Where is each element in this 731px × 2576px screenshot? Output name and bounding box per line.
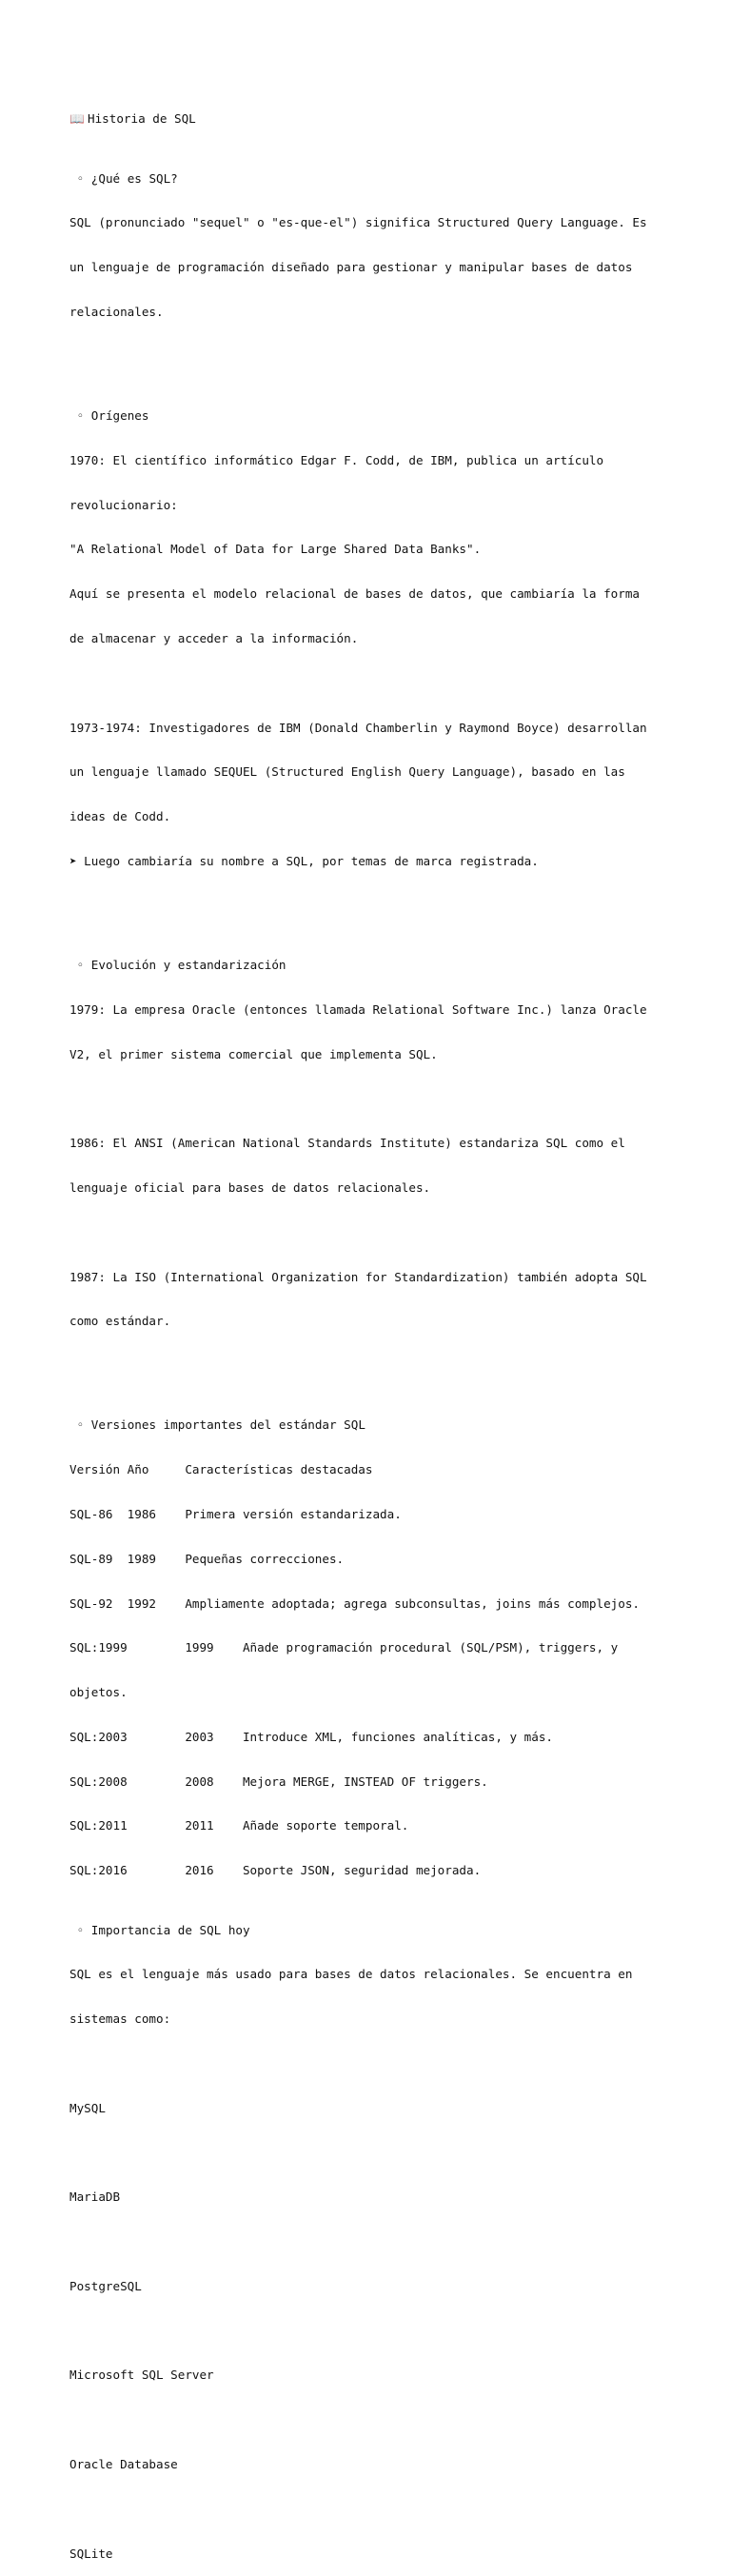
paragraph-line: 1979: La empresa Oracle (entonces llamada Relational Software Inc.) lanza Oracle [69, 1001, 647, 1017]
paragraph-line: 1987: La ISO (International Organization for Standardization) también adopta SQL [69, 1269, 647, 1284]
spacer [69, 2324, 679, 2339]
section-heading-evolucion: ◦ Evolución y estandarización [76, 958, 286, 973]
spacer [69, 349, 679, 365]
system-item: MariaDB [69, 2190, 121, 2205]
spacer [69, 2146, 679, 2161]
paragraph-line: SQL es el lenguaje más usado para bases de datos relacionales. Se encuentra en [69, 1967, 633, 1982]
paragraph-line: sistemas como: [69, 2011, 171, 2027]
spacer [69, 676, 679, 691]
spacer [69, 1091, 679, 1106]
bullet-icon: ◦ [76, 1922, 85, 1937]
paragraph-line: un lenguaje llamado SEQUEL (Structured English Query Language), basado en las [69, 764, 625, 780]
bullet-icon: ◦ [76, 1417, 85, 1433]
paragraph-line: 1986: El ANSI (American National Standards Institute) estandariza SQL como el [69, 1136, 625, 1151]
version-table-row: SQL:2008 2008 Mejora MERGE, INSTEAD OF triggers. [69, 1773, 488, 1789]
paragraph-line: ➤ Luego cambiaría su nombre a SQL, por temas de marca registrada. [69, 853, 539, 868]
paragraph-line: de almacenar y acceder a la información. [69, 630, 359, 645]
section-heading-importancia: ◦ Importancia de SQL hoy [76, 1922, 250, 1937]
document-body [69, 82, 679, 2576]
spacer [69, 2234, 679, 2249]
system-item: MySQL [69, 2100, 106, 2115]
spacer [69, 2412, 679, 2427]
system-item: Microsoft SQL Server [69, 2368, 214, 2383]
doc-title-line [69, 111, 679, 127]
section-heading-origenes: ◦ Orígenes [76, 408, 149, 424]
bullet-icon: ◦ [76, 958, 85, 973]
spacer [69, 1225, 679, 1240]
version-table-row: SQL:1999 1999 Añade programación procedural (SQL/PSM), triggers, y [69, 1640, 619, 1655]
version-table-row: objetos. [69, 1685, 128, 1700]
paragraph-line: ideas de Codd. [69, 809, 171, 824]
section-heading-versiones: ◦ Versiones importantes del estándar SQL [76, 1417, 366, 1433]
version-table-row: SQL:2016 2016 Soporte JSON, seguridad mejorada. [69, 1863, 482, 1878]
book-icon: 📖 [69, 111, 85, 127]
spacer [69, 2056, 679, 2071]
spacer [69, 2502, 679, 2517]
paragraph-line: 1973-1974: Investigadores de IBM (Donald Chamberlin y Raymond Boyce) desarrollan [69, 720, 647, 735]
paragraph-line: V2, el primer sistema comercial que implementa SQL. [69, 1046, 438, 1061]
version-table-row: SQL-89 1989 Pequeñas correcciones. [69, 1551, 345, 1566]
paragraph-line: SQL (pronunciado "sequel" o "es-que-el") significa Structured Query Language. Es [69, 215, 647, 230]
paragraph-line: lenguaje oficial para bases de datos relacionales. [69, 1179, 431, 1195]
paragraph-line: Aquí se presenta el modelo relacional de bases de datos, que cambiaría la forma [69, 586, 640, 602]
version-table-row: SQL:2003 2003 Introduce XML, funciones analíticas, y más. [69, 1729, 553, 1744]
section-heading-que-es: ◦ ¿Qué es SQL? [76, 170, 178, 186]
doc-title: Historia de SQL [88, 111, 196, 127]
paragraph-line: "A Relational Model of Data for Large Shared Data Banks". [69, 542, 482, 557]
paragraph-line: como estándar. [69, 1314, 171, 1329]
paragraph-line: revolucionario: [69, 497, 178, 512]
version-table-row: SQL:2011 2011 Añade soporte temporal. [69, 1818, 409, 1833]
system-item: Oracle Database [69, 2457, 178, 2471]
spacer [69, 899, 679, 914]
paragraph-line: un lenguaje de programación diseñado para gestionar y manipular bases de datos [69, 260, 633, 275]
paragraph-line: 1970: El científico informático Edgar F. Codd, de IBM, publica un artículo [69, 452, 604, 467]
spacer [69, 1358, 679, 1374]
system-item: SQLite [69, 2546, 113, 2561]
version-table-row: Versión Año Características destacadas [69, 1462, 373, 1477]
paragraph-line: relacionales. [69, 304, 164, 319]
system-item: PostgreSQL [69, 2278, 142, 2293]
version-table-row: SQL-86 1986 Primera versión estandarizada. [69, 1507, 402, 1521]
bullet-icon: ◦ [76, 408, 85, 424]
version-table-row: SQL-92 1992 Ampliamente adoptada; agrega subconsultas, joins más complejos. [69, 1595, 640, 1611]
bullet-icon: ◦ [76, 170, 85, 186]
